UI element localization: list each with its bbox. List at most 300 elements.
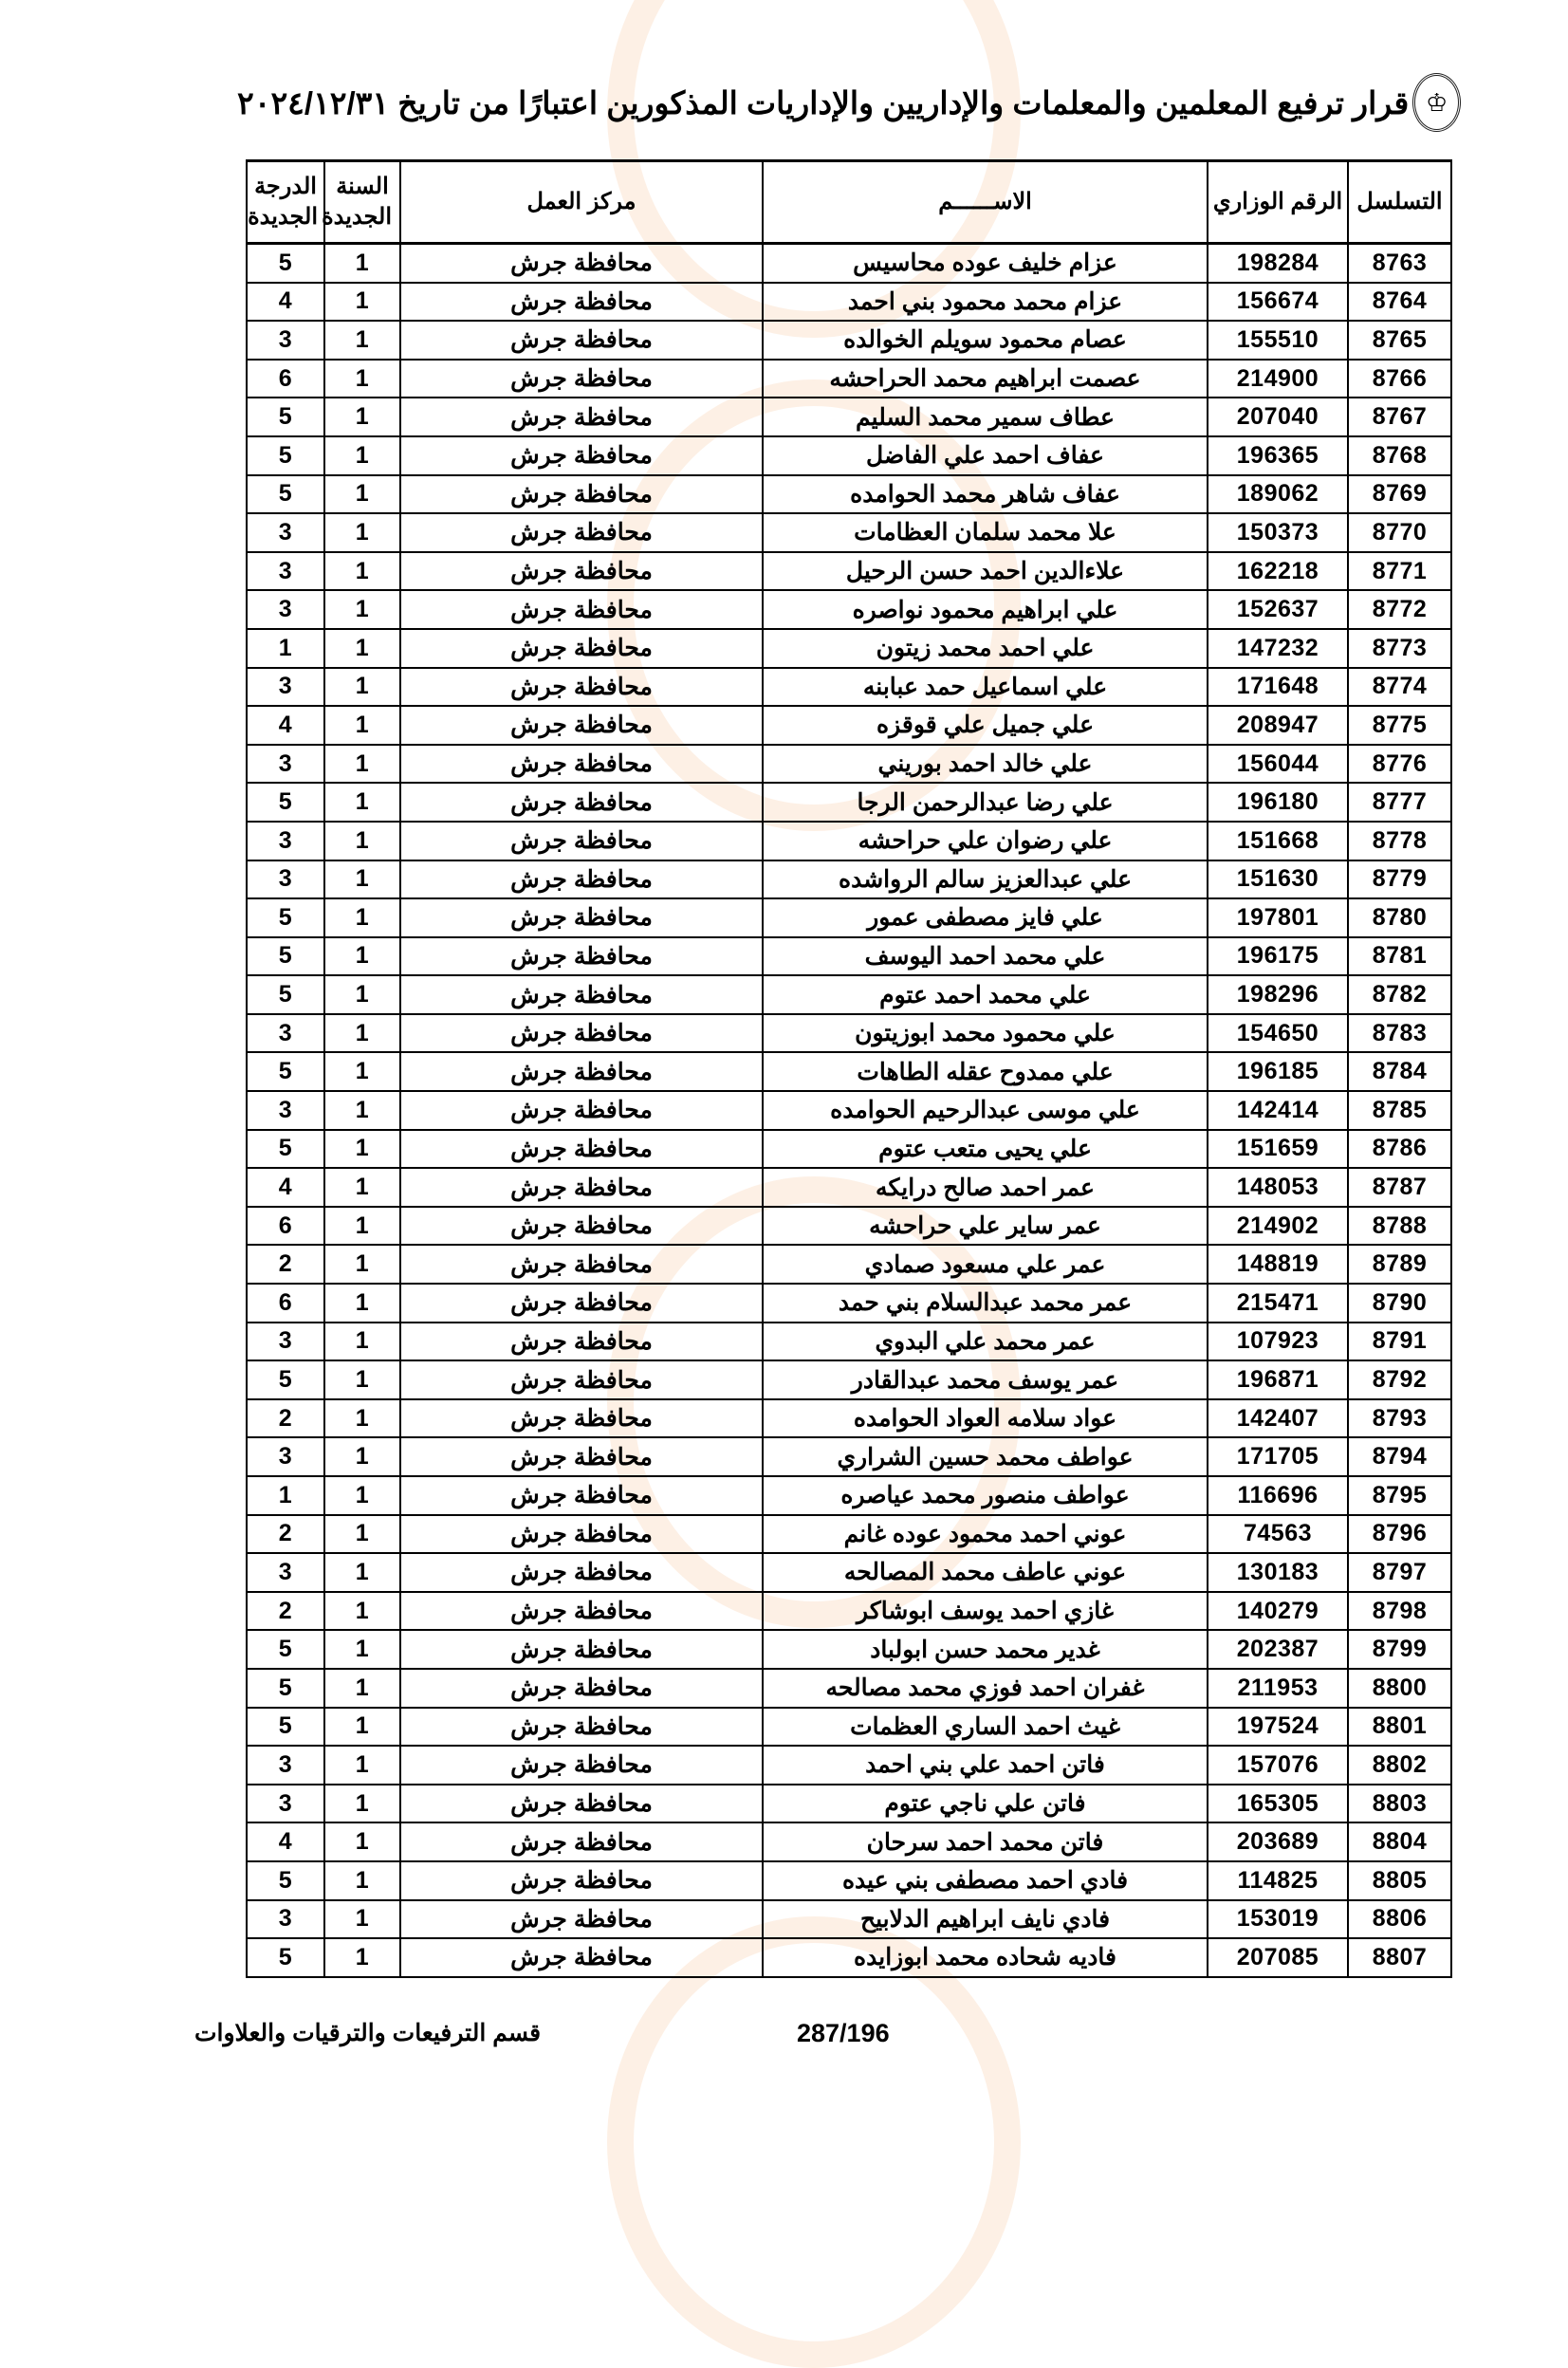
new-year-cell: 1 [324, 1630, 400, 1669]
name-cell: عمر ساير علي حراحشه [763, 1207, 1208, 1246]
work-center-cell: محافظة جرش [400, 975, 763, 1014]
serial-cell: 8802 [1348, 1746, 1451, 1785]
work-center-cell: محافظة جرش [400, 706, 763, 745]
col-header-serial: التسلسل [1348, 161, 1451, 244]
ministry-id-cell: 196185 [1208, 1052, 1348, 1091]
new-year-cell: 1 [324, 552, 400, 591]
new-year-cell: 1 [324, 1284, 400, 1323]
table-row [247, 1052, 1451, 1091]
ministry-id-cell: 156674 [1208, 283, 1348, 322]
table-row [247, 1360, 1451, 1399]
table-row [247, 1437, 1451, 1476]
ministry-id-cell: 151659 [1208, 1130, 1348, 1169]
serial-cell: 8798 [1348, 1592, 1451, 1631]
serial-cell: 8806 [1348, 1900, 1451, 1939]
new-year-cell: 1 [324, 1938, 400, 1977]
name-cell: فادي نايف ابراهيم الدلابيح [763, 1900, 1208, 1939]
work-center-cell: محافظة جرش [400, 1052, 763, 1091]
serial-cell: 8769 [1348, 475, 1451, 514]
table-row [247, 1476, 1451, 1515]
ministry-id-cell: 162218 [1208, 552, 1348, 591]
work-center-cell: محافظة جرش [400, 244, 763, 283]
serial-cell: 8800 [1348, 1669, 1451, 1708]
new-year-cell: 1 [324, 1515, 400, 1554]
serial-cell: 8804 [1348, 1822, 1451, 1861]
ministry-id-cell: 215471 [1208, 1284, 1348, 1323]
new-year-cell: 1 [324, 1553, 400, 1592]
new-grade-cell: 5 [247, 975, 324, 1014]
name-cell: عوني عاطف محمد المصالحه [763, 1553, 1208, 1592]
new-year-cell: 1 [324, 475, 400, 514]
table-row [247, 398, 1451, 436]
work-center-cell: محافظة جرش [400, 937, 763, 976]
new-year-cell: 1 [324, 1822, 400, 1861]
new-year-cell: 1 [324, 1785, 400, 1823]
new-year-cell: 1 [324, 1861, 400, 1900]
ministry-id-cell: 214902 [1208, 1207, 1348, 1246]
ministry-id-cell: 151630 [1208, 860, 1348, 899]
table-row [247, 745, 1451, 784]
table-row [247, 321, 1451, 360]
ministry-id-cell: 114825 [1208, 1861, 1348, 1900]
serial-cell: 8792 [1348, 1360, 1451, 1399]
ministry-id-cell: 107923 [1208, 1323, 1348, 1361]
work-center-cell: محافظة جرش [400, 436, 763, 475]
name-cell: عطاف سمير محمد السليم [763, 398, 1208, 436]
serial-cell: 8783 [1348, 1014, 1451, 1053]
serial-cell: 8776 [1348, 745, 1451, 784]
new-grade-cell: 3 [247, 1323, 324, 1361]
name-cell: علي اسماعيل حمد عبابنه [763, 668, 1208, 707]
table-row [247, 898, 1451, 937]
name-cell: عمر محمد عبدالسلام بني حمد [763, 1284, 1208, 1323]
ministry-id-cell: 155510 [1208, 321, 1348, 360]
new-grade-cell: 4 [247, 1822, 324, 1861]
ministry-id-cell: 153019 [1208, 1900, 1348, 1939]
work-center-cell: محافظة جرش [400, 360, 763, 398]
name-cell: عزام محمد محمود بني احمد [763, 283, 1208, 322]
new-year-cell: 1 [324, 1052, 400, 1091]
serial-cell: 8785 [1348, 1091, 1451, 1130]
serial-cell: 8763 [1348, 244, 1451, 283]
new-year-cell: 1 [324, 1360, 400, 1399]
table-header-row [247, 161, 1451, 244]
table-row [247, 1323, 1451, 1361]
page-number: 287/196 [797, 2019, 890, 2047]
ministry-id-cell: 157076 [1208, 1746, 1348, 1785]
serial-cell: 8768 [1348, 436, 1451, 475]
new-year-cell: 1 [324, 668, 400, 707]
work-center-cell: محافظة جرش [400, 668, 763, 707]
table-row [247, 783, 1451, 822]
serial-cell: 8788 [1348, 1207, 1451, 1246]
serial-cell: 8787 [1348, 1168, 1451, 1207]
name-cell: غفران احمد فوزي محمد مصالحه [763, 1669, 1208, 1708]
new-year-cell: 1 [324, 860, 400, 899]
work-center-cell: محافظة جرش [400, 513, 763, 552]
table-row [247, 513, 1451, 552]
table-row [247, 1091, 1451, 1130]
work-center-cell: محافظة جرش [400, 283, 763, 322]
table-row [247, 1938, 1451, 1977]
work-center-cell: محافظة جرش [400, 552, 763, 591]
serial-cell: 8781 [1348, 937, 1451, 976]
work-center-cell: محافظة جرش [400, 783, 763, 822]
name-cell: عمر محمد علي البدوي [763, 1323, 1208, 1361]
new-grade-cell: 3 [247, 1746, 324, 1785]
work-center-cell: محافظة جرش [400, 1476, 763, 1515]
new-grade-cell: 5 [247, 1630, 324, 1669]
table-row [247, 822, 1451, 860]
watermark-ring [607, 1916, 1021, 2368]
name-cell: علي خالد احمد بوريني [763, 745, 1208, 784]
new-grade-cell: 3 [247, 668, 324, 707]
table-row [247, 475, 1451, 514]
work-center-cell: محافظة جرش [400, 1938, 763, 1977]
name-cell: علي عبدالعزيز سالم الرواشده [763, 860, 1208, 899]
serial-cell: 8795 [1348, 1476, 1451, 1515]
work-center-cell: محافظة جرش [400, 1669, 763, 1708]
table-row [247, 1822, 1451, 1861]
ministry-id-cell: 207040 [1208, 398, 1348, 436]
new-grade-cell: 3 [247, 513, 324, 552]
serial-cell: 8778 [1348, 822, 1451, 860]
new-year-cell: 1 [324, 975, 400, 1014]
serial-cell: 8794 [1348, 1437, 1451, 1476]
new-year-cell: 1 [324, 244, 400, 283]
work-center-cell: محافظة جرش [400, 1746, 763, 1785]
table-row [247, 360, 1451, 398]
serial-cell: 8790 [1348, 1284, 1451, 1323]
new-grade-cell: 6 [247, 360, 324, 398]
work-center-cell: محافظة جرش [400, 1592, 763, 1631]
new-year-cell: 1 [324, 1207, 400, 1246]
new-grade-cell: 4 [247, 706, 324, 745]
ministry-id-cell: 148053 [1208, 1168, 1348, 1207]
new-grade-cell: 5 [247, 1861, 324, 1900]
work-center-cell: محافظة جرش [400, 1708, 763, 1747]
ministry-id-cell: 142407 [1208, 1399, 1348, 1438]
serial-cell: 8799 [1348, 1630, 1451, 1669]
new-year-cell: 1 [324, 822, 400, 860]
new-grade-cell: 3 [247, 1785, 324, 1823]
serial-cell: 8779 [1348, 860, 1451, 899]
new-grade-cell: 5 [247, 1669, 324, 1708]
emblem-seal-icon: ♔ [1412, 73, 1461, 132]
name-cell: عوني احمد محمود عوده غانم [763, 1515, 1208, 1554]
table-row [247, 1785, 1451, 1823]
table-row [247, 975, 1451, 1014]
serial-cell: 8774 [1348, 668, 1451, 707]
work-center-cell: محافظة جرش [400, 1515, 763, 1554]
col-header-work-center: مركز العمل [400, 161, 763, 244]
new-grade-cell: 3 [247, 1437, 324, 1476]
new-grade-cell: 4 [247, 1168, 324, 1207]
work-center-cell: محافظة جرش [400, 1785, 763, 1823]
name-cell: علي محمود محمد ابوزيتون [763, 1014, 1208, 1053]
ministry-id-cell: 202387 [1208, 1630, 1348, 1669]
col-header-ministry-id: الرقم الوزاري [1208, 161, 1348, 244]
ministry-id-cell: 197524 [1208, 1708, 1348, 1747]
serial-cell: 8764 [1348, 283, 1451, 322]
serial-cell: 8765 [1348, 321, 1451, 360]
ministry-id-cell: 171705 [1208, 1437, 1348, 1476]
new-grade-cell: 5 [247, 937, 324, 976]
table-row [247, 937, 1451, 976]
serial-cell: 8771 [1348, 552, 1451, 591]
table-row [247, 860, 1451, 899]
new-year-cell: 1 [324, 745, 400, 784]
ministry-id-cell: 214900 [1208, 360, 1348, 398]
new-grade-cell: 5 [247, 1708, 324, 1747]
new-year-cell: 1 [324, 513, 400, 552]
name-cell: علي رضوان علي حراحشه [763, 822, 1208, 860]
ministry-id-cell: 207085 [1208, 1938, 1348, 1977]
ministry-id-cell: 196175 [1208, 937, 1348, 976]
work-center-cell: محافظة جرش [400, 745, 763, 784]
new-grade-cell: 5 [247, 783, 324, 822]
name-cell: علا محمد سلمان العظامات [763, 513, 1208, 552]
new-year-cell: 1 [324, 1746, 400, 1785]
table-row [247, 552, 1451, 591]
serial-cell: 8767 [1348, 398, 1451, 436]
work-center-cell: محافظة جرش [400, 1861, 763, 1900]
ministry-id-cell: 140279 [1208, 1592, 1348, 1631]
table-row [247, 1669, 1451, 1708]
table-row [247, 1708, 1451, 1747]
new-grade-cell: 2 [247, 1592, 324, 1631]
new-year-cell: 1 [324, 898, 400, 937]
new-grade-cell: 3 [247, 1091, 324, 1130]
serial-cell: 8796 [1348, 1515, 1451, 1554]
name-cell: علي رضا عبدالرحمن الرجا [763, 783, 1208, 822]
work-center-cell: محافظة جرش [400, 629, 763, 668]
serial-cell: 8770 [1348, 513, 1451, 552]
name-cell: عواطف محمد حسين الشراري [763, 1437, 1208, 1476]
ministry-id-cell: 74563 [1208, 1515, 1348, 1554]
work-center-cell: محافظة جرش [400, 1900, 763, 1939]
serial-cell: 8801 [1348, 1708, 1451, 1747]
ministry-id-cell: 198284 [1208, 244, 1348, 283]
new-year-cell: 1 [324, 1168, 400, 1207]
name-cell: فادي احمد مصطفى بني عيده [763, 1861, 1208, 1900]
new-grade-cell: 2 [247, 1245, 324, 1284]
ministry-id-cell: 198296 [1208, 975, 1348, 1014]
work-center-cell: محافظة جرش [400, 1130, 763, 1169]
table-row [247, 1168, 1451, 1207]
col-header-new-year: السنة الجديدة [324, 161, 400, 244]
name-cell: عصمت ابراهيم محمد الحراحشه [763, 360, 1208, 398]
table-row [247, 436, 1451, 475]
name-cell: عفاف شاهر محمد الحوامده [763, 475, 1208, 514]
table-row [247, 1861, 1451, 1900]
serial-cell: 8803 [1348, 1785, 1451, 1823]
serial-cell: 8784 [1348, 1052, 1451, 1091]
table-row [247, 1553, 1451, 1592]
serial-cell: 8773 [1348, 629, 1451, 668]
new-grade-cell: 5 [247, 1938, 324, 1977]
name-cell: عواطف منصور محمد عياصره [763, 1476, 1208, 1515]
work-center-cell: محافظة جرش [400, 1091, 763, 1130]
new-year-cell: 1 [324, 1476, 400, 1515]
ministry-id-cell: 147232 [1208, 629, 1348, 668]
name-cell: علي ابراهيم محمود نواصره [763, 590, 1208, 629]
work-center-cell: محافظة جرش [400, 398, 763, 436]
work-center-cell: محافظة جرش [400, 822, 763, 860]
new-grade-cell: 5 [247, 244, 324, 283]
name-cell: فاديه شحاده محمد ابوزايده [763, 1938, 1208, 1977]
new-grade-cell: 3 [247, 552, 324, 591]
ministry-id-cell: 203689 [1208, 1822, 1348, 1861]
serial-cell: 8797 [1348, 1553, 1451, 1592]
name-cell: علي ممدوح عقله الطاهات [763, 1052, 1208, 1091]
ministry-id-cell: 142414 [1208, 1091, 1348, 1130]
table-row [247, 1207, 1451, 1246]
ministry-id-cell: 148819 [1208, 1245, 1348, 1284]
new-year-cell: 1 [324, 283, 400, 322]
work-center-cell: محافظة جرش [400, 1437, 763, 1476]
ministry-id-cell: 156044 [1208, 745, 1348, 784]
new-grade-cell: 3 [247, 1900, 324, 1939]
table-row [247, 629, 1451, 668]
work-center-cell: محافظة جرش [400, 475, 763, 514]
new-year-cell: 1 [324, 1900, 400, 1939]
ministry-id-cell: 197801 [1208, 898, 1348, 937]
ministry-id-cell: 116696 [1208, 1476, 1348, 1515]
name-cell: غازي احمد يوسف ابوشاكر [763, 1592, 1208, 1631]
ministry-id-cell: 152637 [1208, 590, 1348, 629]
ministry-id-cell: 151668 [1208, 822, 1348, 860]
name-cell: فاتن علي ناجي عتوم [763, 1785, 1208, 1823]
new-year-cell: 1 [324, 436, 400, 475]
name-cell: عمر علي مسعود صمادي [763, 1245, 1208, 1284]
serial-cell: 8786 [1348, 1130, 1451, 1169]
name-cell: علاءالدين احمد حسن الرحيل [763, 552, 1208, 591]
col-header-name: الاســــــم [763, 161, 1208, 244]
new-grade-cell: 4 [247, 283, 324, 322]
work-center-cell: محافظة جرش [400, 1207, 763, 1246]
name-cell: علي محمد احمد عتوم [763, 975, 1208, 1014]
table-row [247, 1014, 1451, 1053]
serial-cell: 8789 [1348, 1245, 1451, 1284]
new-grade-cell: 3 [247, 745, 324, 784]
table-row [247, 1746, 1451, 1785]
ministry-id-cell: 196180 [1208, 783, 1348, 822]
ministry-id-cell: 165305 [1208, 1785, 1348, 1823]
promotion-table [246, 159, 1452, 1978]
name-cell: عفاف احمد علي الفاضل [763, 436, 1208, 475]
serial-cell: 8807 [1348, 1938, 1451, 1977]
new-year-cell: 1 [324, 1399, 400, 1438]
table-row [247, 1284, 1451, 1323]
new-grade-cell: 6 [247, 1207, 324, 1246]
serial-cell: 8793 [1348, 1399, 1451, 1438]
name-cell: عصام محمود سويلم الخوالده [763, 321, 1208, 360]
table-row [247, 283, 1451, 322]
name-cell: علي يحيى متعب عتوم [763, 1130, 1208, 1169]
table-row [247, 1592, 1451, 1631]
new-year-cell: 1 [324, 1323, 400, 1361]
name-cell: فاتن محمد احمد سرحان [763, 1822, 1208, 1861]
work-center-cell: محافظة جرش [400, 1014, 763, 1053]
new-grade-cell: 6 [247, 1284, 324, 1323]
new-grade-cell: 3 [247, 822, 324, 860]
name-cell: علي احمد محمد زيتون [763, 629, 1208, 668]
name-cell: علي جميل علي قوقزه [763, 706, 1208, 745]
ministry-id-cell: 130183 [1208, 1553, 1348, 1592]
name-cell: علي موسى عبدالرحيم الحوامده [763, 1091, 1208, 1130]
new-year-cell: 1 [324, 706, 400, 745]
work-center-cell: محافظة جرش [400, 1323, 763, 1361]
name-cell: غيث احمد الساري العظمات [763, 1708, 1208, 1747]
work-center-cell: محافظة جرش [400, 860, 763, 899]
new-year-cell: 1 [324, 1130, 400, 1169]
work-center-cell: محافظة جرش [400, 1630, 763, 1669]
new-grade-cell: 5 [247, 1052, 324, 1091]
table-row [247, 590, 1451, 629]
serial-cell: 8775 [1348, 706, 1451, 745]
new-grade-cell: 3 [247, 321, 324, 360]
ministry-id-cell: 211953 [1208, 1669, 1348, 1708]
new-grade-cell: 5 [247, 475, 324, 514]
serial-cell: 8777 [1348, 783, 1451, 822]
new-year-cell: 1 [324, 1437, 400, 1476]
name-cell: عمر احمد صالح درايكه [763, 1168, 1208, 1207]
new-grade-cell: 3 [247, 860, 324, 899]
new-year-cell: 1 [324, 1592, 400, 1631]
name-cell: فاتن احمد علي بني احمد [763, 1746, 1208, 1785]
table-row [247, 1900, 1451, 1939]
new-grade-cell: 5 [247, 898, 324, 937]
name-cell: عواد سلامه العواد الحوامده [763, 1399, 1208, 1438]
ministry-id-cell: 196871 [1208, 1360, 1348, 1399]
serial-cell: 8805 [1348, 1861, 1451, 1900]
new-grade-cell: 2 [247, 1515, 324, 1554]
work-center-cell: محافظة جرش [400, 1553, 763, 1592]
ministry-id-cell: 154650 [1208, 1014, 1348, 1053]
work-center-cell: محافظة جرش [400, 1399, 763, 1438]
work-center-cell: محافظة جرش [400, 1360, 763, 1399]
new-year-cell: 1 [324, 1669, 400, 1708]
new-grade-cell: 5 [247, 1130, 324, 1169]
table-row [247, 1515, 1451, 1554]
work-center-cell: محافظة جرش [400, 1822, 763, 1861]
table-row [247, 706, 1451, 745]
table-row [247, 668, 1451, 707]
serial-cell: 8780 [1348, 898, 1451, 937]
ministry-id-cell: 150373 [1208, 513, 1348, 552]
name-cell: عمر يوسف محمد عبدالقادر [763, 1360, 1208, 1399]
ministry-id-cell: 208947 [1208, 706, 1348, 745]
table-row [247, 244, 1451, 283]
new-grade-cell: 5 [247, 1360, 324, 1399]
document-title: قرار ترفيع المعلمين والمعلمات والإداريين والإداريات المذكورين اعتبارًا من تاريخ ٢٠٢٤/١٢/٣١ [237, 84, 1410, 120]
new-year-cell: 1 [324, 783, 400, 822]
table-row [247, 1130, 1451, 1169]
document-header [237, 74, 1461, 131]
name-cell: غدير محمد حسن ابولباد [763, 1630, 1208, 1669]
table-row [247, 1245, 1451, 1284]
department-name: قسم الترفيعات والترقيات والعلاوات [194, 2020, 542, 2046]
serial-cell: 8791 [1348, 1323, 1451, 1361]
col-header-new-grade: الدرجة الجديدة [247, 161, 324, 244]
new-grade-cell: 5 [247, 436, 324, 475]
new-grade-cell: 3 [247, 590, 324, 629]
new-year-cell: 1 [324, 398, 400, 436]
new-year-cell: 1 [324, 1014, 400, 1053]
work-center-cell: محافظة جرش [400, 898, 763, 937]
serial-cell: 8766 [1348, 360, 1451, 398]
